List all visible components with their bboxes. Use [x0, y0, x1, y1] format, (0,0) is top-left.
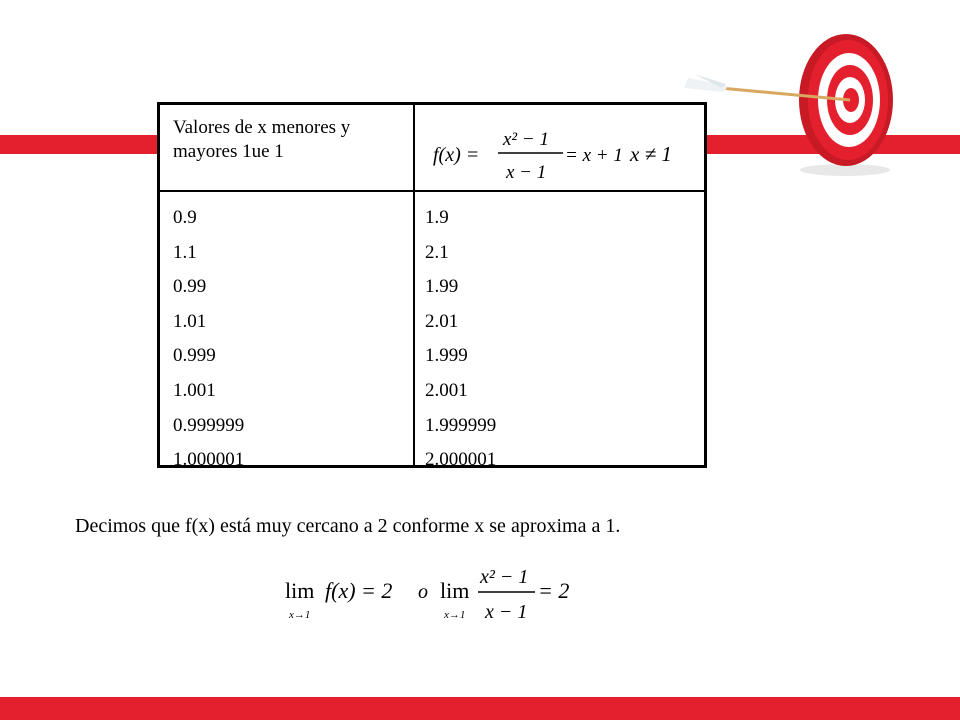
f-values-column: [425, 201, 496, 478]
table-cell: 2.001: [425, 379, 468, 401]
table-cell: 1.99: [425, 276, 459, 298]
limit-formula: [280, 560, 580, 630]
table-cell: 0.999999: [173, 414, 245, 436]
limit-numerator: x² − 1: [480, 566, 529, 588]
table-cell: 0.9: [173, 207, 197, 228]
formula-lhs: f(x) =: [433, 144, 480, 166]
table-cell: 1.9: [425, 207, 449, 228]
limit-result: = 2: [538, 578, 570, 603]
limit-statement: Decimos que f(x) está muy cercano a 2 conforme x se aproxima a 1.: [75, 515, 621, 537]
table-cell: 0.999: [173, 345, 216, 367]
table-cell: 2.000001: [425, 449, 497, 471]
formula-condition: x ≠ 1: [630, 142, 672, 166]
table-cell: 2.01: [425, 310, 459, 332]
table-cell: 1.999: [425, 345, 468, 367]
table-cell: 2.1: [425, 241, 449, 263]
formula-numerator: x² − 1: [503, 129, 549, 150]
limit-or: o: [418, 581, 428, 603]
target-arrow-icon: [680, 30, 920, 180]
table-cell: 1.1: [173, 241, 197, 263]
x-values-column: [173, 201, 244, 478]
formula-rhs: = x + 1: [565, 145, 623, 166]
formula-denominator: x − 1: [506, 162, 547, 183]
limit-lim-2: lim: [440, 578, 470, 603]
header-function-formula: [428, 115, 708, 185]
table-cell: 1.01: [173, 310, 207, 332]
header-x-values: Valores de x menores y mayores 1ue 1: [173, 117, 351, 162]
limit-expr-1: f(x) = 2: [325, 578, 393, 603]
table-cell: 1.001: [173, 379, 216, 401]
column-divider: [413, 105, 415, 465]
limit-sub-1: x→1: [289, 609, 311, 621]
limit-sub-2: x→1: [444, 609, 466, 621]
table-cell: 1.000001: [173, 449, 245, 471]
table-cell: 1.999999: [425, 414, 497, 436]
limit-lim-1: lim: [285, 578, 315, 603]
bottom-accent-band: [0, 697, 960, 720]
table-cell: 0.99: [173, 276, 207, 298]
limit-denominator: x − 1: [485, 601, 528, 623]
values-table: [157, 102, 707, 471]
